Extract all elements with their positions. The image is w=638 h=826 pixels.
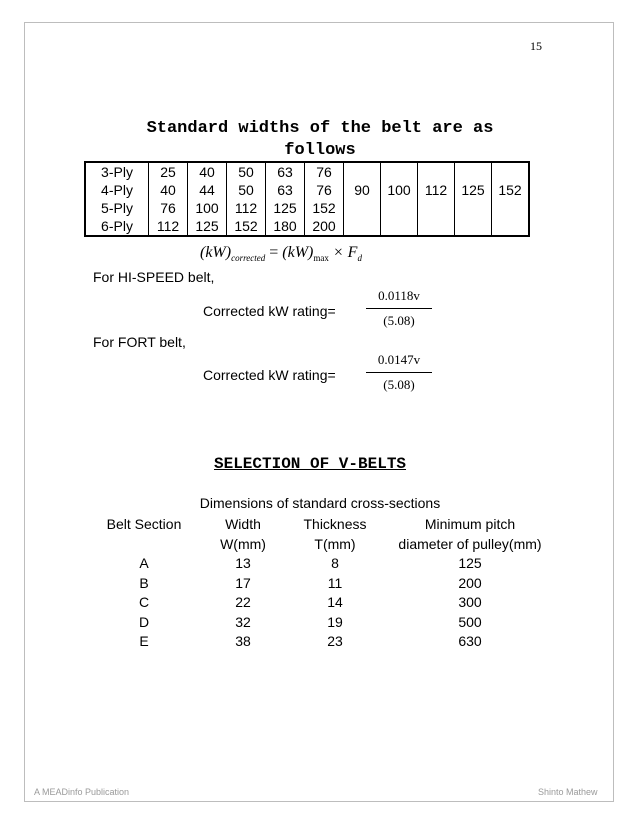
width-cell — [455, 199, 492, 217]
table-cell: 11 — [327, 574, 343, 591]
page-number: 15 — [530, 39, 542, 53]
table-cell: A — [139, 555, 149, 571]
formula-f-sub: d — [357, 253, 362, 264]
width-cell — [418, 199, 455, 217]
width-cell: 180 — [266, 217, 305, 236]
width-cell: 44 — [188, 181, 227, 199]
width-cell — [455, 217, 492, 236]
formula-lhs: (kW) — [200, 244, 232, 261]
footer-author: Shinto Mathew — [538, 787, 598, 797]
hispeed-denominator: (5.08) — [383, 313, 415, 328]
table-cell: D — [138, 613, 150, 630]
fort-fraction — [366, 352, 432, 393]
fort-numerator: 0.0147v — [366, 352, 432, 373]
table-cell: C — [138, 594, 150, 610]
width-cell — [381, 162, 418, 181]
table-cell: 14 — [327, 594, 343, 610]
width-cell: 50 — [227, 162, 266, 181]
width-cell: 112 — [418, 181, 455, 199]
hispeed-fraction — [366, 288, 432, 329]
width-cell: 112 — [149, 217, 188, 236]
formula-rhs: (kW) — [282, 244, 314, 261]
table-cell: 8 — [331, 555, 339, 571]
column-subheader: W(mm) — [220, 535, 266, 552]
width-cell: 152 — [227, 217, 266, 236]
width-cell: 76 — [305, 162, 344, 181]
ply-label: 4-Ply — [85, 181, 149, 199]
width-cell: 100 — [188, 199, 227, 217]
width-cell: 152 — [492, 181, 530, 199]
formula-times: × F — [332, 244, 358, 261]
column-width — [203, 515, 283, 652]
width-cell: 50 — [227, 181, 266, 199]
width-cell — [344, 199, 381, 217]
width-cell — [344, 162, 381, 181]
table-cell: 17 — [235, 574, 251, 591]
width-cell — [492, 162, 530, 181]
section-heading-widths — [100, 118, 540, 162]
width-cell: 100 — [381, 181, 418, 199]
table-cell: 23 — [327, 633, 343, 649]
width-cell: 76 — [305, 181, 344, 199]
width-cell — [381, 199, 418, 217]
table-caption: Dimensions of standard cross-sections — [199, 495, 441, 511]
table-cell: 13 — [235, 555, 251, 571]
column-thickness — [290, 515, 380, 652]
ply-label: 6-Ply — [85, 217, 149, 236]
column-header: Width — [225, 516, 261, 532]
table-cell: 125 — [458, 555, 482, 571]
fort-denominator: (5.08) — [383, 377, 415, 392]
column-header: Minimum pitch — [424, 516, 516, 532]
column-min-pitch — [380, 515, 560, 652]
width-cell — [492, 217, 530, 236]
heading-line-1: Standard widths of the belt are as — [146, 119, 494, 138]
formula-rhs-sub: max — [313, 253, 329, 264]
ply-label: 3-Ply — [85, 162, 149, 181]
table-row — [85, 217, 529, 236]
formula-lhs-sub: corrected — [231, 253, 266, 264]
table-cell: 32 — [235, 613, 251, 630]
table-cell: 38 — [235, 633, 251, 649]
table-cell: 19 — [327, 613, 343, 630]
width-cell: 63 — [266, 162, 305, 181]
width-cell: 125 — [266, 199, 305, 217]
width-cell — [381, 217, 418, 236]
table-cell: 22 — [235, 594, 251, 610]
width-cell: 125 — [455, 181, 492, 199]
ply-label: 5-Ply — [85, 199, 149, 217]
width-cell: 90 — [344, 181, 381, 199]
table-row — [85, 181, 529, 199]
heading-line-2: follows — [284, 141, 356, 160]
column-header: Belt Section — [106, 516, 182, 532]
width-cell — [418, 162, 455, 181]
fort-rating-label: Corrected kW rating= — [203, 367, 336, 383]
belt-widths-table — [84, 161, 530, 237]
section-heading-vbelts: SELECTION OF V-BELTS — [213, 455, 407, 473]
width-cell — [455, 162, 492, 181]
table-cell: B — [139, 574, 149, 591]
width-cell: 76 — [149, 199, 188, 217]
table-row — [85, 199, 529, 217]
hispeed-label: For HI-SPEED belt, — [93, 269, 215, 285]
width-cell: 152 — [305, 199, 344, 217]
width-cell — [344, 217, 381, 236]
fort-label: For FORT belt, — [93, 334, 186, 350]
hispeed-rating-label: Corrected kW rating= — [203, 303, 336, 319]
table-cell: 500 — [458, 613, 482, 630]
table-row — [85, 162, 529, 181]
width-cell: 40 — [149, 181, 188, 199]
width-cell — [492, 199, 530, 217]
column-subheader: diameter of pulley(mm) — [398, 535, 542, 552]
table-cell: 300 — [458, 594, 482, 610]
table-cell: 200 — [458, 574, 482, 591]
width-cell: 112 — [227, 199, 266, 217]
width-cell — [418, 217, 455, 236]
width-cell: 40 — [188, 162, 227, 181]
width-cell: 25 — [149, 162, 188, 181]
hispeed-numerator: 0.0118v — [366, 288, 432, 309]
table-cell: E — [139, 633, 149, 649]
width-cell: 200 — [305, 217, 344, 236]
table-cell: 630 — [458, 633, 482, 649]
width-cell: 63 — [266, 181, 305, 199]
column-subheader — [94, 535, 194, 555]
formula-equals: = — [269, 244, 279, 261]
corrected-kw-formula — [200, 244, 362, 263]
width-cell: 125 — [188, 217, 227, 236]
column-header: Thickness — [303, 516, 367, 532]
column-belt-section — [94, 515, 194, 652]
column-subheader: T(mm) — [314, 535, 356, 552]
footer-publisher: A MEADinfo Publication — [34, 787, 130, 797]
